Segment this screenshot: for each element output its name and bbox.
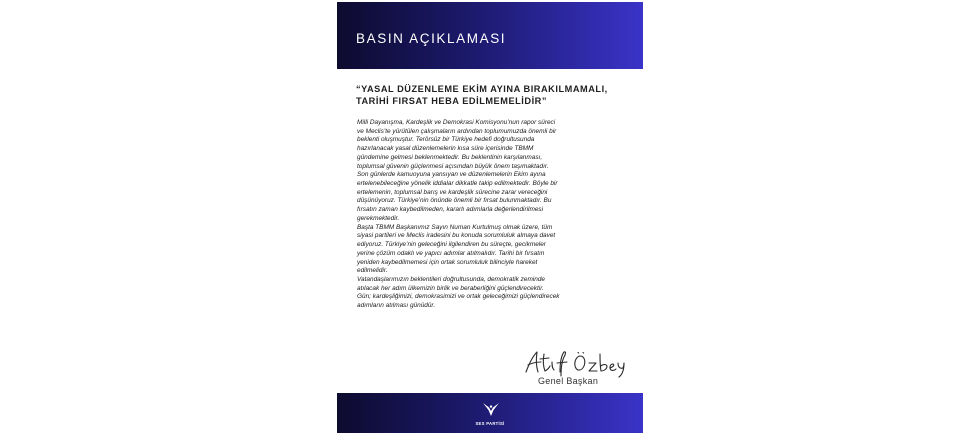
body-line: adımların atılması günüdür. [357,302,436,310]
body-line: ertelemenin, toplumsal barış ve kardeşlik sürecine zarar vereceğini [357,188,548,196]
signatory-title: Genel Başkan [538,376,599,386]
body-line: gündemine gelmesi beklenmektedir. Bu beklentinin karşılanması, [357,153,543,161]
body-line: ertelenebileceğine yönelik iddialar dikkatle takip edilmektedir. Böyle bir [357,180,558,188]
body-line: atılacak her adım ülkemizin birlik ve beraberliğini güçlendirecektir. [357,284,544,292]
body-line: Vatandaşlarımızın beklentileri doğrultusunda, demokratik zeminde [357,275,545,283]
press-release-document [337,2,643,433]
handwritten-signature [520,348,630,378]
footer-banner [337,393,643,433]
body-line: fırsatın zaman kaybedilmeden, kararlı adımlarla değerlendirilmesi [357,206,544,214]
body-line: düşünüyoruz. Türkiye’nin önünde önemli bir fırsat bulunmaktadır. Bu [357,197,552,205]
headline-line: TARİHİ FIRSAT HEBA EDİLMEMELİDİR” [356,96,548,106]
statement-body [357,119,641,311]
body-line: ediyoruz. Türkiye’nin geleceğini ilgilendiren bu süreçte, gecikmeler [357,241,546,249]
headline [356,83,638,107]
body-line: toplumsal güvenin güçlenmesi açısından büyük önem taşımaktadır. [357,162,549,170]
body-line: ve Meclis’te yürütülen çalışmaların ardından toplumumuzda önemli bir [357,127,557,135]
body-line: Milli Dayanışma, Kardeşlik ve Demokrasi Komisyonu’nun rapor süreci [357,119,556,126]
body-line: Son günlerde kamuoyuna yansıyan ve düzenlemelerin Ekim ayına [357,171,546,179]
body-line: Gün; kardeşliğimizi, demokrasimizi ve ortak geleceğimizi güçlendirecek [357,293,560,301]
bird-logo-icon [482,401,500,417]
body-line: edilmelidir. [357,267,388,275]
body-line: yerine çözüm odaklı ve yapıcı adımlar atılmalıdır. Tarihi bir fırsatın [357,249,545,257]
body-line: Başta TBMM Başkanımız Sayın Numan Kurtulmuş olmak üzere, tüm [357,223,553,231]
headline-line: “YASAL DÜZENLEME EKİM AYINA BIRAKILMAMALI, [356,84,608,94]
body-line: gerekmektedir. [357,214,400,222]
body-line: hazırlanacak yasal düzenlemelerin kısa süre içerisinde TBMM [357,145,534,153]
body-line: yeniden kaybedilmemesi için ortak sorumluluk bilinciyle hareket [357,258,538,266]
header-banner [337,2,643,69]
page-title: BASIN AÇIKLAMASI [356,31,507,46]
body-line: beklenti oluşmuştur. Terörsüz bir Türkiye hedefi doğrultusunda [357,136,535,144]
body-line: siyasi partileri ve Meclis iradesini bu konuda sorumluluk almaya davet [357,232,556,240]
party-name: SES PARTİSİ [475,421,505,426]
